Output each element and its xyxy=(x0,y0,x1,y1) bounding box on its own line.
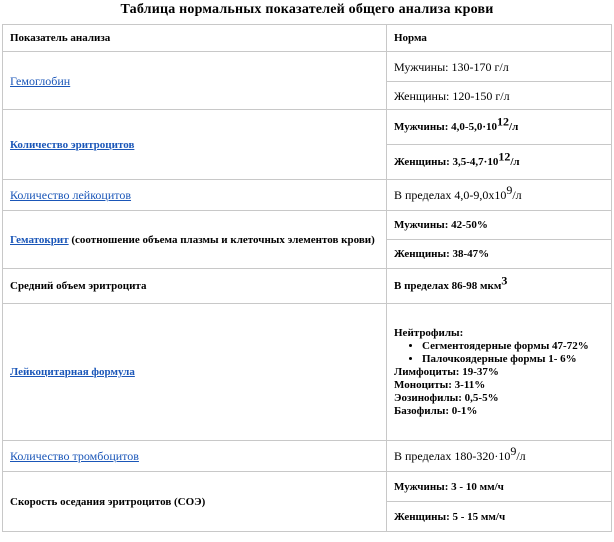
row-label-cell xyxy=(3,180,387,211)
hematocrit-women: Женщины: 38-47% xyxy=(387,240,612,269)
table-title: Таблица нормальных показателей общего анализа крови xyxy=(120,2,494,17)
hematocrit-link[interactable]: Гематокрит xyxy=(10,233,69,246)
list-item: • Палочкоядерные формы 1- 6% xyxy=(422,353,604,366)
hemoglobin-link[interactable]: Гемоглобин xyxy=(10,73,71,88)
leukocytes-link[interactable]: Количество лейкоцитов xyxy=(10,188,132,202)
row-label-cell xyxy=(3,304,387,441)
leukoformula-link[interactable]: Лейкоцитарная формула xyxy=(10,366,135,378)
table-row-hematocrit xyxy=(3,211,612,240)
table-row-erythrocytes xyxy=(3,110,612,145)
table-header-row xyxy=(3,25,612,52)
eosinophils: Эозинофилы: 0,5-5% xyxy=(394,391,499,404)
blood-test-table xyxy=(2,24,612,532)
table-row-leukoformula xyxy=(3,304,612,441)
neutrophils-list xyxy=(394,340,604,366)
lymphocytes: Лимфоциты: 19-37% xyxy=(394,365,499,378)
list-item: • Сегментоядерные формы 47-72% xyxy=(422,340,604,353)
table-row-leukocytes xyxy=(3,180,612,211)
hemoglobin-men: Мужчины: 130-170 г/л xyxy=(387,52,612,82)
basophils: Базофилы: 0-1% xyxy=(394,404,478,417)
row-label-cell xyxy=(3,441,387,472)
hemoglobin-women: Женщины: 120-150 г/л xyxy=(387,82,612,110)
header-norm: Норма xyxy=(387,25,612,52)
neutrophils-label: Нейтрофилы: xyxy=(394,326,464,339)
esr-men: Мужчины: 3 - 10 мм/ч xyxy=(387,472,612,502)
header-indicator: Показатель анализа xyxy=(3,25,387,52)
table-row-platelets xyxy=(3,441,612,472)
esr-label: Скорость оседания эритроцитов (СОЭ) xyxy=(3,472,387,532)
erythrocytes-link[interactable]: Количество эритроцитов xyxy=(10,138,135,151)
table-row-hemoglobin xyxy=(3,52,612,82)
row-label-cell xyxy=(3,110,387,180)
mcv-label: Средний объем эритроцита xyxy=(3,269,387,304)
monocytes: Моноциты: 3-11% xyxy=(394,378,486,391)
hematocrit-description: (соотношение объема плазмы и клеточных элементов крови) xyxy=(68,233,375,246)
row-label-cell xyxy=(3,211,387,269)
mcv-norm: В пределах 86-98 мкм$^3$ xyxy=(387,269,612,304)
platelets-link[interactable]: Количество тромбоцитов xyxy=(10,449,139,463)
esr-women: Женщины: 5 - 15 мм/ч xyxy=(387,502,612,532)
leukoformula-norm xyxy=(387,304,612,441)
leukocytes-norm: В пределах $4,0-9,0х10^9/л$ xyxy=(387,180,612,211)
hematocrit-men: Мужчины: 42-50% xyxy=(387,211,612,240)
erythrocytes-women: Женщины: $3,5-4,7\cdot 10^{12}/л$ xyxy=(387,145,612,180)
platelets-norm: В пределах $180-320\cdot 10^9/л$ xyxy=(387,441,612,472)
row-label-cell xyxy=(3,52,387,110)
table-row-mcv xyxy=(3,269,612,304)
table-row-esr xyxy=(3,472,612,502)
erythrocytes-men: Мужчины: $4,0-5,0\cdot 10^{12}/л$ xyxy=(387,110,612,145)
